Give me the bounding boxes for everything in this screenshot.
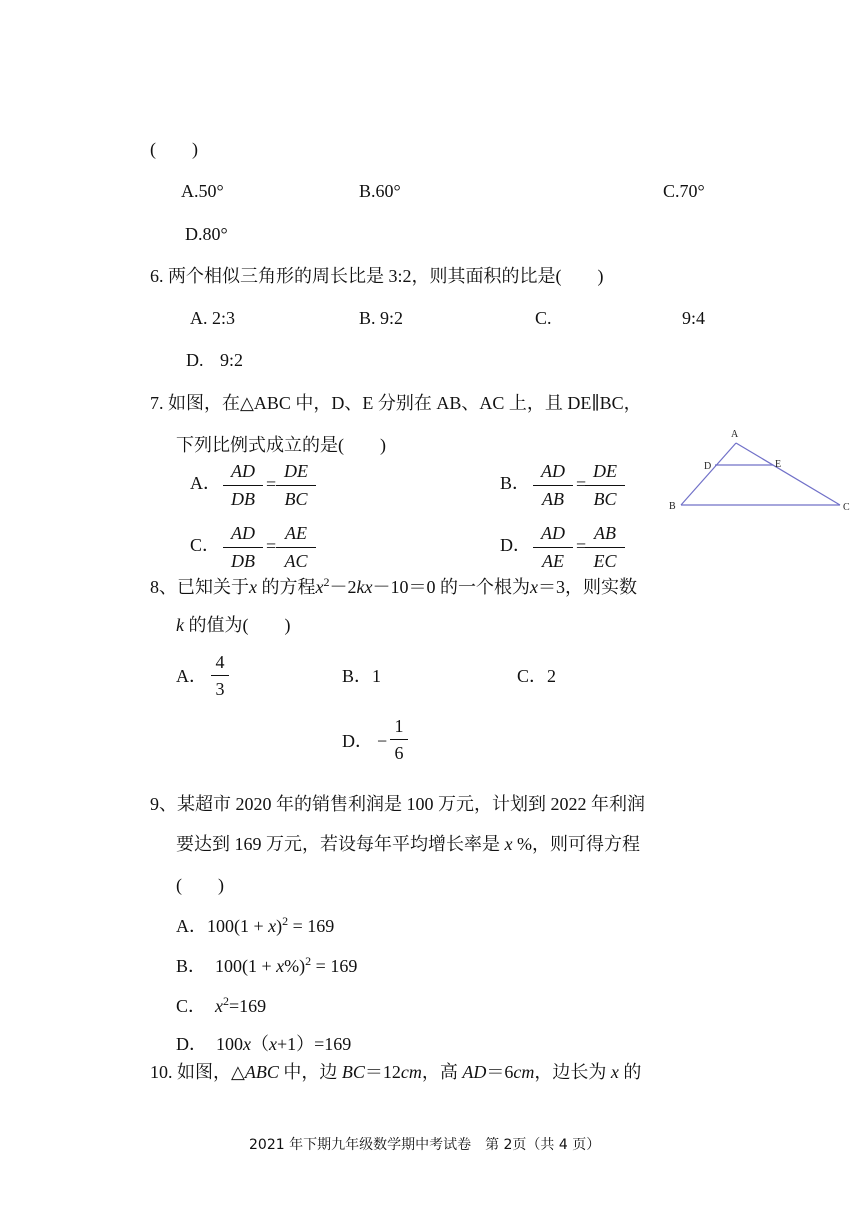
q6-option-d-label: D.	[186, 350, 204, 370]
q6-option-c-label: C.	[535, 308, 552, 328]
q9-stem-line1: 9、某超市 2020 年的销售利润是 100 万元，计划到 2022 年利润	[150, 794, 645, 814]
q7-c-fraction-right: AE AC	[276, 522, 316, 572]
triangle-side-ab	[681, 443, 736, 505]
q8-option-b: B．1	[342, 666, 382, 686]
vertex-label-a: A	[731, 429, 739, 440]
q7-c-equals: =	[266, 536, 277, 556]
q9-option-d: D． 100x（x+1）=169	[176, 1034, 352, 1054]
q7-a-equals: =	[266, 474, 277, 494]
q7-d-fraction-right: AB EC	[585, 522, 625, 572]
q8-stem-line1: 8、已知关于x 的方程$x^2-2kx-10=0$ 的一个根为x＝3，则实数	[150, 575, 637, 597]
vertex-label-b: B	[669, 501, 676, 512]
q7-b-equals: =	[576, 474, 587, 494]
q9-answer-bracket: ( )	[176, 875, 224, 895]
q6-option-a: A. 2:3	[190, 308, 235, 328]
q8-option-a-label: A．	[176, 666, 207, 686]
q7-option-c-label: C．	[190, 535, 221, 555]
q8-option-a-fraction: 4 3	[211, 652, 229, 700]
q5-answer-bracket: ( )	[150, 139, 198, 159]
q5-option-b: B.60°	[359, 181, 401, 201]
q7-stem-line1: 7. 如图，在△ABC 中，D、E 分别在 AB、AC 上，且 DE∥BC，	[150, 393, 642, 413]
q6-stem: 6. 两个相似三角形的周长比是 3:2，则其面积的比是( )	[150, 266, 604, 286]
page-footer: 2021 年下期九年级数学期中考试卷 第 2页（共 4 页）	[249, 1137, 601, 1153]
q6-option-d-value: 9:2	[220, 350, 244, 370]
q10-stem: 10. 如图，△ABC 中，边 BC＝12cm，高 AD＝6cm，边长为 x 的	[150, 1062, 642, 1082]
q7-d-fraction-left: AD AE	[533, 522, 573, 572]
q6-option-c-value: 9:4	[682, 308, 706, 328]
q7-c-fraction-left: AD DB	[223, 522, 263, 572]
q9-option-b: B． $100(1 + x\%)^2 = 169$	[176, 954, 358, 976]
q7-b-fraction-right: DE BC	[585, 460, 625, 510]
q7-stem-line2: 下列比例式成立的是( )	[176, 435, 386, 455]
vertex-label-c: C	[843, 502, 850, 513]
q6-option-b: B. 9:2	[359, 308, 404, 328]
q7-option-a-label: A．	[190, 473, 221, 493]
vertex-label-d: D	[704, 461, 712, 472]
triangle-side-ac	[736, 443, 840, 505]
q8-option-d-label: D．	[342, 731, 373, 751]
q8-option-d-sign: −	[377, 731, 388, 751]
q7-a-fraction-right: DE BC	[276, 460, 316, 510]
triangle-figure	[664, 424, 854, 520]
q9-stem-line2: 要达到 169 万元，若设每年平均增长率是 x %，则可得方程	[176, 834, 640, 854]
q8-stem-line2: k 的值为( )	[176, 615, 291, 635]
q5-option-c: C.70°	[663, 181, 705, 201]
q7-option-d-label: D．	[500, 535, 531, 555]
vertex-label-e: E	[775, 459, 782, 470]
q9-option-c: C． $x^2=169$	[176, 994, 267, 1016]
q5-option-a: A.50°	[181, 181, 224, 201]
q7-b-fraction-left: AD AB	[533, 460, 573, 510]
q7-option-b-label: B．	[500, 473, 531, 493]
q7-d-equals: =	[576, 536, 587, 556]
q8-option-c: C．2	[517, 666, 557, 686]
q7-a-fraction-left: AD DB	[223, 460, 263, 510]
q9-option-a: A．$100(1 + x)^2 = 169$	[176, 914, 335, 936]
q5-option-d: D.80°	[185, 224, 228, 244]
q8-option-d-fraction: 1 6	[390, 716, 408, 764]
